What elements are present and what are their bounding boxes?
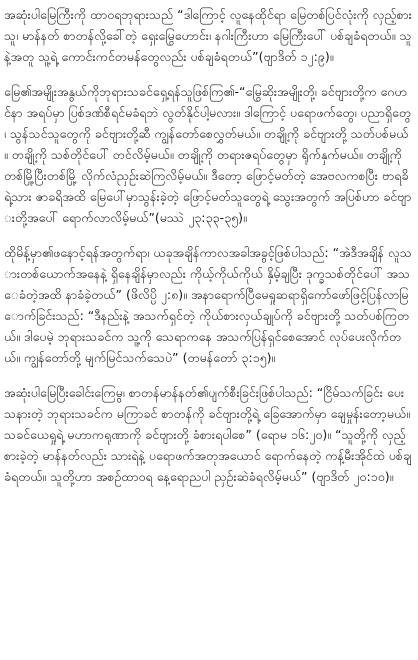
paragraph-satan-cast-down: အဆုံးပါမြေကြီးကို ထာဝရဘုရားသည် “ဒါကြောင့် လူနေထိုင်ရာ မြေတစ်ပြင်လုံးကို လှည့်စားသူ၊ မာန်နတ် စာတန်လို့ခေါ်တဲ့ ရှေးမြွေဟောင်း၊ နဂါးကြီးဟာ မြေကြီးပေါ် ပစ်ချခံရတယ်။ သူနဲ့အတူ သူ့ရဲ့ ကောင်းကင်တမန်တွေလည်း ပစ်ချခံရတယ်”(ဗျာဒိတ် ၁၂:၉)။	[4, 7, 412, 64]
paragraph-head-crushed: အဆုံးပါမြေပြီးခေါင်းကြေမွ၊ စာတန်မာန်နတ်၏ပျက်စီးခြင်းဖြစ်ပါသည်: “ငြိမ်သက်ခြင်း ပေးသနားတဲ့ ဘုရားသခင်က မကြာခင် စာတန်ကို ခင်ဗျားတို့ရဲ့ ခြေအောက်မှာ ချေမှုန်းတော့မယ်။ သခင်ယေရှုရဲ့ မဟာကရုဏာကို ခင်ဗျားတို့ ခံစားရပါစေ” (ရောမ ၁၆:၂၀)။ “သူတို့ကို လှည့်စားခဲ့တဲ့ မာန်နတ်လည်း သားရဲနဲ့ ပရောဖက်အတုအယောင် ရောက်နေတဲ့ ကန့်မီးအိုင်ထဲ ပစ်ချခံရတယ်။ သူတို့ဟာ အစဉ်ထာဝရ နေ့ရောညပါ ညှဉ်းဆဲခံရလိမ့်မယ်” (ဗျာဒိတ် ၂၀:၁၀)။	[4, 385, 412, 484]
paragraph-serpent-offspring: မြေ၏အမျိုးအနွယ်ကိုဘုရားသခင်ရှေ့ရန်သူဖြစ်ကြ၏-“မြွေဆိုးအမျိုးတို့၊ ခင်ဗျားတို့က ဂေဟင်နာ အရပ်မှာ ပြစ်ဒဏ်စီရင်မခံရဘဲ လွတ်နိုင်ပါ့မလား။ ဒါကြောင့် ပရောဖက်တွေ၊ ပညာရှိတွေ၊ သွန်သင်သူတွေကို ခင်ဗျားတို့ဆီ ကျွန်တော်စေလွှတ်မယ်။ တချို့ကို ခင်ဗျားတို့ သတ်ပစ်မယ်။ တချို့ကို သစ်တိုင်ပေါ် တင်လိမ့်မယ်။ တချို့ကို တရားဇရပ်တွေမှာ ရိုက်နှက်မယ်။ တချို့ကို တစ်မြို့ပြီးတစ်မြို့ လိုက်လံညှဉ်းဆဲကြလိမ့်မယ်။ ဒီတော့ ဖြောင့်မတ်တဲ့ အေဗလကစပြီး ဗာရခိရဲ့သား ဇာခရိအထိ မြေပေါ်မှာသွန်းခဲ့တဲ့ ဖြောင့်မတ်သူတွေရဲ့ သွေးအတွက် အပြစ်ဟာ ခင်ဗျားတို့အပေါ် ရောက်လာလိမ့်မယ်”(မဿဲ ၂၃:၃၃-၃၅)။	[4, 84, 412, 225]
paragraph-heel-bruised: ထိုမိန့်မှာ၏ဖနောင့်ရန်အတွက်ရာ၊ ယခုအချိန်ကာလအခါအခွင့်ဖြစ်ပါသည်: “အဲဒီအချိန် လူသားတစ်ယောက်အနေနဲ့ ရှိနေချိန်မှာလည်း ကိုယ့်ကိုယ်ကိုယ် နှိမ့်ချပြီး ဒုက္ခသစ်တိုင်ပေါ် အသေခံတဲ့အထိ နာခံခဲ့တယ်” (ဖိလိပ္ပိ ၂:၈)။ အနာရောက်ပြီမေရှုဆရာရှိကော်ဖော်ဖြင့်ပြန်လာမြောက်ခြင်းသည်: “ဒီနည်းနဲ့ အသက်ရှင်တဲ့ ကိုယ်စားလှယ်ချုပ်ကို ခင်ဗျားတို့ သတ်ပစ်ကြတယ်။ ဒါပေမဲ့ ဘုရားသခင်က သူ့ကို သေရာကနေ အသက်ပြန်ရှင်စေအောင် လုပ်ပေးလိုက်တယ်။ ကျွန်တော်တို့ မျက်မြင်သက်သေပဲ” (တမန်တော် ၃:၁၅)။	[4, 245, 412, 365]
